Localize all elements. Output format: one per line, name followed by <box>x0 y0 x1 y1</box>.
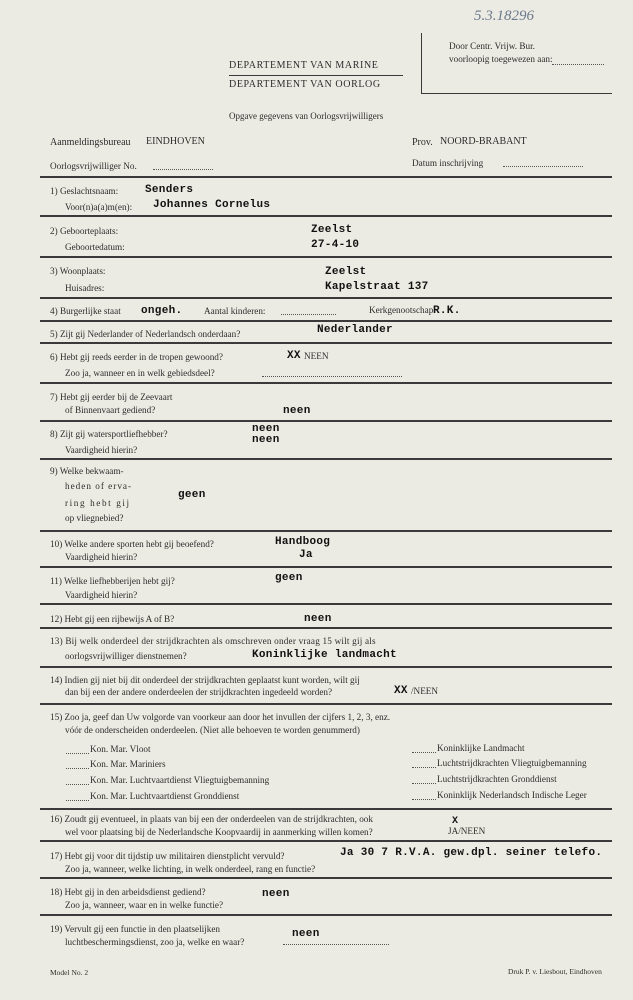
q2-birthplace-value: Zeelst <box>311 224 353 236</box>
q13-label-1: 13) Bij welk onderdeel der strijdkrachten als omschreven onder vraag 15 wilt gij als <box>50 636 376 646</box>
q14-label-1: 14) Indien gij niet bij dit onderdeel der strijdkrachten geplaatst kunt worden, wilt gij <box>50 675 360 685</box>
rule-top <box>40 176 612 178</box>
header-divider <box>229 75 403 76</box>
q11-label-1: 11) Welke liefhebberijen hebt gij? <box>50 576 175 586</box>
footer-printer: Druk P. v. Liesbout, Eindhoven <box>508 967 602 976</box>
q9-value: geen <box>178 489 206 501</box>
q15-right-line-1 <box>412 752 436 753</box>
q15-right-option-4: Koninklijk Nederlandsch Indische Leger <box>437 790 587 800</box>
q17-label-1: 17) Hebt gij voor dit tijdstip uw militairen dienstplicht vervuld? <box>50 851 285 861</box>
q11-label-2: Vaardigheid hierin? <box>65 590 138 600</box>
q19-label-2: luchtbeschermingsdienst, zoo ja, welke en waar? <box>65 937 245 947</box>
q7-label-2: of Binnenvaart gediend? <box>65 405 156 415</box>
q6-label: 6) Hebt gij reeds eerder in de tropen gewoond? <box>50 352 223 362</box>
q7-value: neen <box>283 405 311 417</box>
q1-label-firstnames: Voor(n)a(a)m(en): <box>65 202 133 212</box>
q3-label-address: Huisadres: <box>65 283 105 293</box>
rule-q14 <box>40 703 612 705</box>
q19-value: neen <box>292 928 320 940</box>
date-line <box>503 166 583 167</box>
q4-label-civil-status: 4) Burgerlijke staat <box>50 306 121 316</box>
q9-label-1: 9) Welke bekwaam- <box>50 466 124 476</box>
q15-left-line-3 <box>66 784 89 785</box>
rule-q3 <box>40 297 612 299</box>
date-label: Datum inschrijving <box>412 158 484 168</box>
q8-value-1: neen <box>252 423 280 435</box>
q4-civil-status-value: ongeh. <box>141 305 183 317</box>
header-marine: DEPARTEMENT VAN MARINE <box>229 60 379 71</box>
volunteer-no-line <box>153 169 213 170</box>
q11-value: geen <box>275 572 303 584</box>
archive-number: 5.3.18296 <box>474 8 534 24</box>
q6-strike-value: XX <box>287 350 301 362</box>
q6-label-2: Zoo ja, wanneer en in welk gebiedsdeel? <box>65 368 215 378</box>
q14-strike-value: XX <box>394 685 408 697</box>
rule-q11 <box>40 603 612 605</box>
q2-label-birthplace: 2) Geboorteplaats: <box>50 226 119 236</box>
q2-birthdate-value: 27-4-10 <box>311 239 360 251</box>
rule-q6 <box>40 382 612 384</box>
q1-label-surname: 1) Geslachtsnaam: <box>50 186 119 196</box>
q3-residence-value: Zeelst <box>325 266 367 278</box>
q15-left-option-4: Kon. Mar. Luchtvaartdienst Gronddienst <box>90 791 240 801</box>
rule-q13 <box>40 666 612 668</box>
q4-label-children: Aantal kinderen: <box>204 306 266 316</box>
q16-label-1: 16) Zoudt gij eventueel, in plaats van bij een der onderdeelen van de strijdkrachten, ook <box>50 814 373 824</box>
q7-label-1: 7) Hebt gij eerder bij de Zeevaart <box>50 392 173 402</box>
q15-right-option-2: Luchtstrijdkrachten Vliegtuigbemanning <box>437 758 587 768</box>
q12-label: 12) Hebt gij een rijbewijs A of B? <box>50 614 175 624</box>
q13-label-2: oorlogsvrijwilliger dienstnemen? <box>65 651 187 661</box>
q9-label-2: heden of erva- <box>65 481 133 491</box>
q5-label: 5) Zijt gij Nederlander of Nederlandsch onderdaan? <box>50 329 241 339</box>
q15-left-line-4 <box>66 800 89 801</box>
q15-right-line-4 <box>412 799 436 800</box>
q15-left-line-1 <box>66 753 89 754</box>
q2-label-birthdate: Geboortedatum: <box>65 242 125 252</box>
rule-q18 <box>40 914 612 916</box>
q16-label-2: wel voor plaatsing bij de Nederlandsche Koopvaardij in aanmerking willen komen? <box>65 827 373 837</box>
rule-q4 <box>40 320 612 322</box>
q10-value-1: Handboog <box>275 536 331 548</box>
q1-surname-value: Senders <box>145 184 194 196</box>
q18-label-2: Zoo ja, wanneer, waar en in welke functie? <box>65 900 224 910</box>
rule-q2 <box>40 256 612 258</box>
q15-left-option-3: Kon. Mar. Luchtvaartdienst Vliegtuigbemanning <box>90 775 270 785</box>
q15-right-option-1: Koninklijke Landmacht <box>437 743 525 753</box>
q6-option: NEEN <box>304 351 329 361</box>
q10-label-2: Vaardigheid hierin? <box>65 552 138 562</box>
rule-q7 <box>40 420 612 422</box>
q9-label-3: ring hebt gij <box>65 498 131 508</box>
volunteer-no-label: Oorlogsvrijwilliger No. <box>50 161 137 171</box>
form-subtitle: Opgave gegevens van Oorlogsvrijwilligers <box>229 111 384 121</box>
q4-label-religion: Kerkgenootschap: <box>369 305 436 315</box>
bureau-value: EINDHOVEN <box>146 136 205 147</box>
q8-label-2: Vaardigheid hierin? <box>65 445 138 455</box>
q16-option: JA/NEEN <box>448 826 486 836</box>
q15-right-line-2 <box>412 767 436 768</box>
q4-religion-value: R.K. <box>433 305 461 317</box>
q17-label-2: Zoo ja, wanneer, welke lichting, in welk onderdeel, rang en functie? <box>65 864 316 874</box>
q10-label-1: 10) Welke andere sporten hebt gij beoefend? <box>50 539 214 549</box>
q6-line <box>262 376 402 377</box>
q3-address-value: Kapelstraat 137 <box>325 281 429 293</box>
footer-model: Model No. 2 <box>50 968 89 977</box>
q16-strike-value: X <box>452 816 459 827</box>
rule-q15 <box>40 808 612 810</box>
q15-label-1: 15) Zoo ja, geef dan Uw volgorde van voorkeur aan door het invullen der cijfers 1, 2, 3, enz. <box>50 712 391 722</box>
q9-label-4: op vliegnebied? <box>65 513 124 523</box>
rule-q12 <box>40 627 612 629</box>
box-line-2: voorloopig toegewezen aan: <box>449 54 553 64</box>
rule-q8 <box>40 458 612 460</box>
q17-value: Ja 30 7 R.V.A. gew.dpl. seiner telefo. <box>340 847 603 859</box>
q14-label-2: dan bij een der andere onderdeelen der strijdkrachten ingedeeld worden? <box>65 687 333 697</box>
q3-label-residence: 3) Woonplaats: <box>50 266 106 276</box>
q15-left-option-2: Kon. Mar. Mariniers <box>90 759 166 769</box>
q1-firstnames-value: Johannes Cornelus <box>153 199 271 211</box>
rule-q1 <box>40 215 612 217</box>
header-oorlog: DEPARTEMENT VAN OORLOG <box>229 79 381 90</box>
rule-q5 <box>40 342 612 344</box>
q19-label-1: 19) Vervult gij een functie in den plaatselijken <box>50 924 221 934</box>
prov-value: NOORD-BRABANT <box>440 136 527 147</box>
q14-option: /NEEN <box>411 686 439 696</box>
q12-value: neen <box>304 613 332 625</box>
q15-label-2: vóór de onderscheiden onderdeelen. (Niet alle behoeven te worden genummerd) <box>65 725 360 735</box>
q4-children-line <box>281 314 336 315</box>
q15-right-line-3 <box>412 783 436 784</box>
q15-left-option-1: Kon. Mar. Vloot <box>90 744 151 754</box>
q15-right-option-3: Luchtstrijdkrachten Gronddienst <box>437 774 557 784</box>
q10-value-2: Ja <box>299 549 313 561</box>
q18-label-1: 18) Hebt gij in den arbeidsdienst gediend? <box>50 887 206 897</box>
q19-line <box>283 944 389 945</box>
q8-value-2: neen <box>252 434 280 446</box>
q18-value: neen <box>262 888 290 900</box>
rule-q9 <box>40 530 612 532</box>
q5-value: Nederlander <box>317 324 393 336</box>
box-line-1: Door Centr. Vrijw. Bur. <box>449 41 535 51</box>
q15-left-line-2 <box>66 768 89 769</box>
box-dotted-line <box>552 64 604 65</box>
q13-value: Koninklijke landmacht <box>252 649 397 661</box>
rule-q10 <box>40 566 612 568</box>
rule-q17 <box>40 877 612 879</box>
prov-label: Prov. <box>412 137 433 148</box>
q8-label-1: 8) Zijt gij watersportliefhebber? <box>50 429 168 439</box>
bureau-label: Aanmeldingsbureau <box>50 137 131 148</box>
rule-q16 <box>40 840 612 842</box>
